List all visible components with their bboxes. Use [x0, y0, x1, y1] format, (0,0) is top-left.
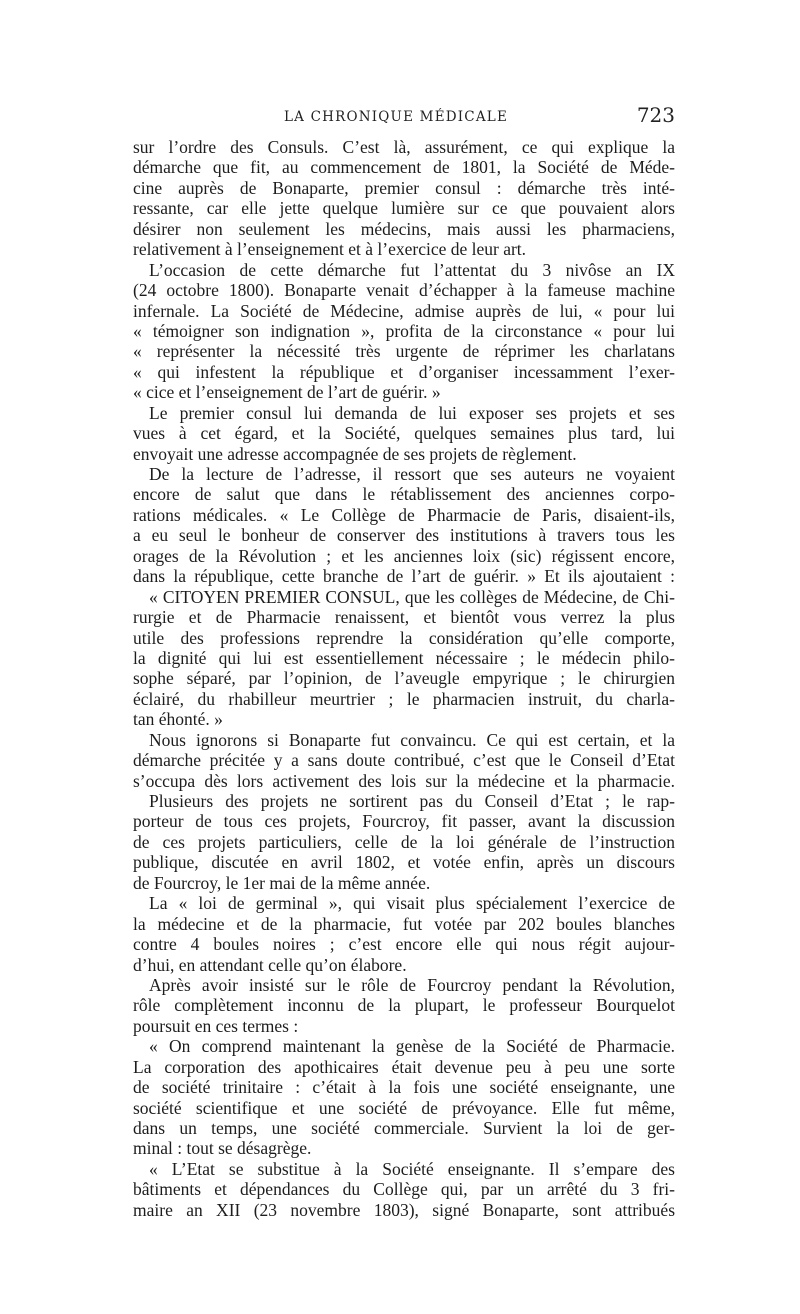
text-line: la dignité qui lui est essentiellement nécessaire ; le médecin philo-	[133, 647, 675, 668]
text-line: publique, discutée en avril 1802, et votée enfin, après un discours	[133, 852, 675, 873]
text-line: poursuit en ces termes :	[133, 1015, 299, 1036]
text-line: Nous ignorons si Bonaparte fut convaincu. Ce qui est certain, et la	[149, 729, 675, 750]
text-line: « représenter la nécessité très urgente de réprimer les charlatans	[133, 341, 675, 362]
text-line: « L’Etat se substitue à la Société enseignante. Il s’empare des	[149, 1158, 675, 1179]
text-line: a eu seul le bonheur de conserver des institutions à travers tous les	[133, 525, 675, 546]
text-line: d’hui, en attendant celle qu’on élabore.	[133, 954, 407, 975]
text-line: sur l’ordre des Consuls. C’est là, assurément, ce qui explique la	[133, 137, 675, 157]
text-line: « témoigner son indignation », profita de la circonstance « pour lui	[133, 320, 675, 341]
text-line: éclairé, du rhabilleur meurtrier ; le pharmacien instruit, du charla-	[133, 688, 675, 709]
text-line: la médecine et de la pharmacie, fut votée par 202 boules blanches	[133, 913, 675, 934]
text-line: Après avoir insisté sur le rôle de Fourcroy pendant la Révolution,	[149, 974, 675, 995]
text-line: société scientifique et une société de prévoyance. Elle fut même,	[133, 1097, 675, 1118]
text-line: sophe séparé, par l’opinion, de l’aveugle empyrique ; le chirurgien	[133, 668, 675, 689]
text-line: (24 octobre 1800). Bonaparte venait d’échapper à la fameuse machine	[133, 280, 675, 301]
text-line: dans la république, cette branche de l’art de guérir. » Et ils ajoutaient :	[133, 566, 675, 587]
running-title: LA CHRONIQUE MÉDICALE	[284, 109, 509, 125]
page-number: 723	[636, 103, 675, 127]
text-line: orages de la Révolution ; et les anciennes loix (sic) régissent encore,	[133, 545, 675, 566]
text-line: La corporation des apothicaires était devenue peu à peu une sorte	[133, 1056, 675, 1077]
text-line: relativement à l’enseignement et à l’exercice de leur art.	[133, 239, 527, 260]
text-line: rations médicales. « Le Collège de Pharmacie de Paris, disaient-ils,	[133, 504, 675, 525]
text-line: vues à cet égard, et la Société, quelques semaines plus tard, lui	[133, 423, 675, 444]
text-line: démarche précitée y a sans doute contribué, c’est que le Conseil d’Etat	[133, 750, 675, 771]
text-line: encore de salut que dans le rétablissement des anciennes corpo-	[133, 484, 675, 505]
text-line: de société trinitaire : c’était à la fois une société enseignante, une	[133, 1077, 675, 1098]
text-line: minal : tout se désagrège.	[133, 1138, 312, 1159]
text-line: maire an XII (23 novembre 1803), signé Bonaparte, sont attribués	[133, 1199, 675, 1220]
text-line: infernale. La Société de Médecine, admise auprès de lui, « pour lui	[133, 300, 675, 321]
text-line: Plusieurs des projets ne sortirent pas du Conseil d’Etat ; le rap-	[149, 791, 675, 811]
text-line: s’occupa dès lors activement des lois sur la médecine et la pharmacie.	[133, 770, 675, 791]
text-line: Le premier consul lui demanda de lui exposer ses projets et ses	[149, 402, 675, 423]
text-line: « cice et l’enseignement de l’art de guérir. »	[133, 382, 441, 403]
text-line: porteur de tous ces projets, Fourcroy, fit passer, avant la discussion	[133, 811, 675, 832]
text-line: L’occasion de cette démarche fut l’attentat du 3 nivôse an IX	[149, 259, 675, 280]
text-line: cine auprès de Bonaparte, premier consul : démarche très inté-	[133, 177, 675, 198]
text-line: envoyait une adresse accompagnée de ses projets de règlement.	[133, 443, 577, 464]
text-line: dans un temps, une société commerciale. Survient la loi de ger-	[133, 1118, 675, 1138]
text-line: de ces projets particuliers, celle de la loi générale de l’instruction	[133, 831, 675, 852]
text-line: La « loi de germinal », qui visait plus spécialement l’exercice de	[149, 893, 675, 914]
text-line: « On comprend maintenant la genèse de la Société de Pharmacie.	[149, 1036, 675, 1057]
body-text	[133, 137, 675, 1220]
text-line: ressante, car elle jette quelque lumière sur ce que pouvaient alors	[133, 198, 675, 219]
text-line: bâtiments et dépendances du Collège qui, par un arrêté du 3 fri-	[133, 1179, 675, 1200]
text-line: désirer non seulement les médecins, mais aussi les pharmaciens,	[133, 218, 675, 239]
text-line: « qui infestent la république et d’organiser incessamment l’exer-	[133, 361, 675, 382]
page-header	[132, 103, 675, 133]
text-line: de Fourcroy, le 1er mai de la même année.	[133, 872, 431, 893]
text-line: « CITOYEN PREMIER CONSUL, que les collèges de Médecine, de Chi-	[149, 586, 675, 607]
text-line: De la lecture de l’adresse, il ressort que ses auteurs ne voyaient	[149, 464, 675, 484]
text-line: rurgie et de Pharmacie renaissent, et bientôt vous verrez la plus	[133, 607, 675, 628]
text-line: tan éhonté. »	[133, 709, 223, 730]
text-line: rôle complètement inconnu de la plupart, le professeur Bourquelot	[133, 995, 675, 1016]
text-line: utile des professions reprendre la considération qu’elle comporte,	[133, 627, 675, 648]
text-line: démarche que fit, au commencement de 1801, la Société de Méde-	[133, 157, 675, 178]
text-line: contre 4 boules noires ; c’est encore elle qui nous régit aujour-	[133, 934, 675, 955]
